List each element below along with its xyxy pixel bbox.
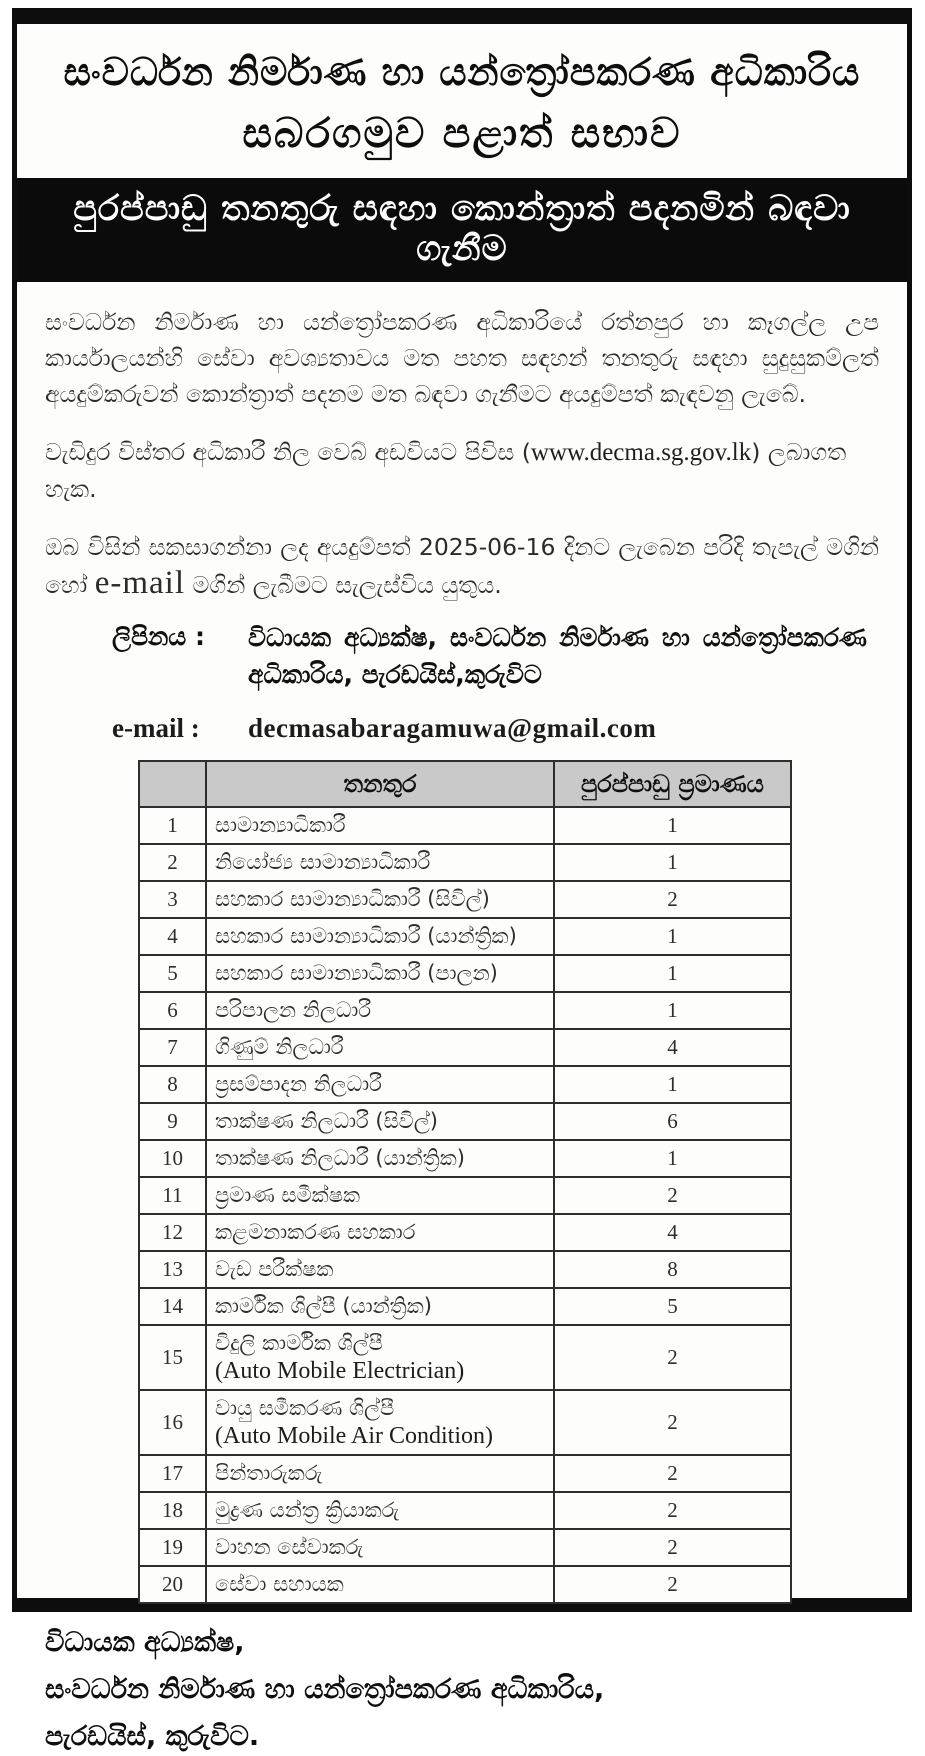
table-row (139, 1492, 791, 1529)
vacancy-count: 2 (554, 1325, 791, 1390)
position-cell (206, 881, 554, 918)
row-number: 9 (139, 1103, 206, 1140)
position-cell (206, 1251, 554, 1288)
row-number: 10 (139, 1140, 206, 1177)
position-cell (206, 1066, 554, 1103)
position-cell (206, 955, 554, 992)
position-cell (206, 1325, 554, 1390)
table-row (139, 955, 791, 992)
table-header-number (139, 761, 206, 807)
vacancy-count: 2 (554, 1492, 791, 1529)
table-row (139, 1103, 791, 1140)
table-row (139, 807, 791, 844)
position-cell (206, 1390, 554, 1455)
table-header-count: පුරප්පාඩු ප්‍රමාණය (554, 761, 791, 807)
position-cell (206, 807, 554, 844)
position-name: සේවා සහායක (215, 1572, 344, 1596)
table-row (139, 1390, 791, 1455)
table-row (139, 1140, 791, 1177)
banner-title: පුරප්පාඩු තනතුරු සඳහා කොන්ත්‍රාත් පදනමින් බඳවා ගැනීම (17, 178, 907, 282)
table-row (139, 918, 791, 955)
position-name: පරිපාලන නිලධාරී (215, 998, 372, 1022)
row-number: 2 (139, 844, 206, 881)
row-number: 3 (139, 881, 206, 918)
footer-signature-line3: පැරඩයිස්, කුරුවිට. (45, 1721, 260, 1752)
position-name: තාක්ෂණ නිලධාරී (යාන්ත්‍රික) (215, 1146, 465, 1170)
submission-text-part1: ඔබ විසින් සකසාගන්නා ලද අයදුම්පත් 2025-06-16 දිනට ලැබෙන පරිදි තැපැල් මගින් හෝ (45, 533, 879, 599)
position-name: විදුලි කාර්මික ශිල්පී (215, 1331, 383, 1355)
position-name: පින්තාරුකරු (215, 1461, 323, 1485)
email-address: decmasabaragamuwa@gmail.com (248, 713, 657, 743)
row-number: 5 (139, 955, 206, 992)
position-name: නියෝජ්‍ය සාමාන්‍යාධිකාරී (215, 850, 431, 874)
position-name: සාමාන්‍යාධිකාරී (215, 813, 346, 837)
position-name-english: (Auto Mobile Electrician) (215, 1358, 465, 1384)
position-cell (206, 1529, 554, 1566)
table-row (139, 992, 791, 1029)
position-name: සහකාර සාමාන්‍යාධිකාරී (යාන්ත්‍රික) (215, 924, 517, 948)
footer-signature (45, 1624, 879, 1756)
vacancy-count: 2 (554, 1177, 791, 1214)
page-title-line2: සබරගමුව පළාත් සභාව (242, 109, 682, 157)
vacancy-count: 2 (554, 1455, 791, 1492)
position-name: වායු සමීකරණ ශිල්පී (215, 1396, 395, 1420)
vacancy-count: 2 (554, 881, 791, 918)
table-row (139, 1566, 791, 1603)
table-header-row (139, 761, 791, 807)
address-value: විධායක අධ්‍යක්ෂ, සංවර්ධන නිර්මාණ හා යන්ත්‍රෝපකරණ අධිකාරිය, පැරඩයිස්,කුරුවිට (248, 623, 867, 689)
vacancy-count: 1 (554, 1140, 791, 1177)
table-row (139, 1251, 791, 1288)
position-name: වාහන සේවාකරු (215, 1535, 364, 1559)
position-cell (206, 1177, 554, 1214)
row-number: 16 (139, 1390, 206, 1455)
submission-text-part2: මගින් ලැබීමට සැලැස්විය යුතුය. (192, 571, 502, 599)
vacancy-count: 2 (554, 1566, 791, 1603)
position-cell (206, 844, 554, 881)
table-row (139, 844, 791, 881)
row-number: 17 (139, 1455, 206, 1492)
position-name: කළමනාකරණ සහකාර (215, 1220, 416, 1244)
position-cell (206, 1029, 554, 1066)
row-number: 11 (139, 1177, 206, 1214)
position-name: සහකාර සාමාන්‍යාධිකාරී (සිවිල්) (215, 887, 490, 911)
position-name-english: (Auto Mobile Air Condition) (215, 1423, 493, 1449)
position-name: තාක්ෂණ නිලධාරී (සිවිල්) (215, 1109, 438, 1133)
document-frame (12, 8, 912, 1752)
row-number: 7 (139, 1029, 206, 1066)
position-cell (206, 1566, 554, 1603)
row-number: 12 (139, 1214, 206, 1251)
vacancy-count: 6 (554, 1103, 791, 1140)
website-url: www.decma.sg.gov.lk (530, 439, 752, 466)
position-name: ප්‍රසම්පාදන නිලධාරී (215, 1072, 382, 1096)
row-number: 20 (139, 1566, 206, 1603)
row-number: 18 (139, 1492, 206, 1529)
table-row (139, 881, 791, 918)
email-label: e-mail : (112, 713, 200, 743)
position-name: ප්‍රමාණ සමීක්ෂක (215, 1183, 361, 1207)
vacancy-count: 1 (554, 955, 791, 992)
table-row (139, 1029, 791, 1066)
position-name: වැඩ පරීක්ෂක (215, 1257, 334, 1281)
row-number: 6 (139, 992, 206, 1029)
position-cell (206, 1492, 554, 1529)
position-cell (206, 1455, 554, 1492)
vacancy-count: 8 (554, 1251, 791, 1288)
position-cell (206, 918, 554, 955)
position-cell (206, 1140, 554, 1177)
position-cell (206, 1103, 554, 1140)
footer-signature-line2: සංවර්ධන නිර්මාණ හා යන්ත්‍රෝපකරණ අධිකාරිය, (45, 1674, 605, 1705)
vacancy-count: 4 (554, 1029, 791, 1066)
vacancy-count: 2 (554, 1390, 791, 1455)
email-emphasis-word: e-mail (94, 565, 186, 601)
row-number: 19 (139, 1529, 206, 1566)
position-cell (206, 1288, 554, 1325)
vacancy-count: 1 (554, 918, 791, 955)
vacancy-count: 5 (554, 1288, 791, 1325)
position-cell (206, 1214, 554, 1251)
table-row (139, 1325, 791, 1390)
position-cell (206, 992, 554, 1029)
row-number: 1 (139, 807, 206, 844)
intro-paragraph: සංවර්ධන නිර්මාණ හා යන්ත්‍රෝපකරණ අධිකාරියේ රත්නපුර හා කෑගල්ල උප කාර්යාලයන්හි සේවා අවශ්‍යතාවය මත පහත සඳහන් තනතුරු සඳහා සුදුසුකම්ලත් අයදුම්කරුවන් කොන්ත්‍රාත් පදනම මත බඳවා ගැනීමට අයදුම්පත් කැඳවනු ලැබේ. (45, 308, 879, 408)
position-name: ගිණුම් නිලධාරී (215, 1035, 344, 1059)
table-row (139, 1288, 791, 1325)
address-label: ලිපිනය : (112, 622, 205, 651)
table-row (139, 1066, 791, 1103)
table-header-position: තනතුර (206, 761, 554, 807)
address-block (112, 619, 867, 693)
vacancy-count: 1 (554, 1066, 791, 1103)
position-name: සහකාර සාමාන්‍යාධිකාරී (පාලන) (215, 961, 498, 985)
position-name: මුද්‍රණ යන්ත්‍ර ක්‍රියාකරු (215, 1498, 400, 1522)
table-row (139, 1455, 791, 1492)
row-number: 8 (139, 1066, 206, 1103)
website-text-prefix: වැඩිදුර විස්තර අධිකාරී නිල වෙබ් අඩවියට පිවිස ( (45, 438, 531, 466)
position-name: කාර්මික ශිල්පී (යාන්ත්‍රික) (215, 1294, 432, 1318)
submission-paragraph (45, 529, 879, 603)
website-text-suffix: ) ලබාගත හැක. (45, 438, 847, 503)
row-number: 15 (139, 1325, 206, 1390)
vacancy-count: 4 (554, 1214, 791, 1251)
table-row (139, 1529, 791, 1566)
page-title-line1: සංවර්ධන නිර්මාණ හා යන්ත්‍රෝපකරණ අධිකාරිය (63, 50, 861, 94)
website-paragraph (45, 434, 879, 507)
row-number: 4 (139, 918, 206, 955)
row-number: 13 (139, 1251, 206, 1288)
table-row (139, 1177, 791, 1214)
vacancy-count: 1 (554, 844, 791, 881)
vacancy-table (138, 760, 792, 1604)
vacancy-table-body (139, 807, 791, 1603)
table-row (139, 1214, 791, 1251)
vacancy-count: 1 (554, 992, 791, 1029)
footer-signature-line1: විධායක අධ්‍යක්ෂ, (45, 1627, 245, 1658)
email-block (112, 713, 867, 744)
vacancy-count: 2 (554, 1529, 791, 1566)
vacancy-count: 1 (554, 807, 791, 844)
row-number: 14 (139, 1288, 206, 1325)
